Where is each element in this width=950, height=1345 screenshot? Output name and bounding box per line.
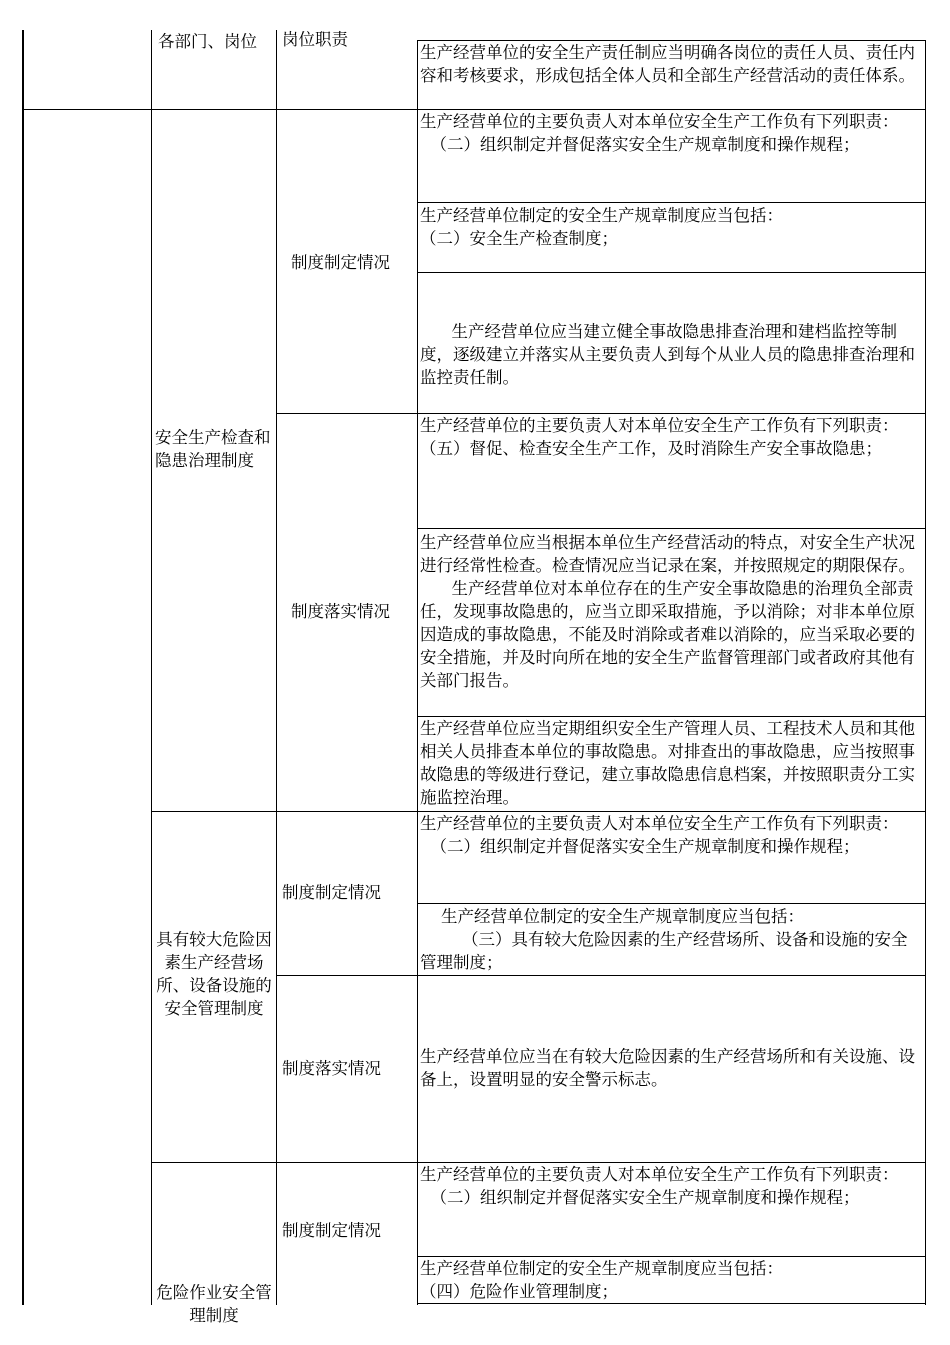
regulation-text: 生产经营单位的主要负责人对本单位安全生产工作负有下列职责： （二）组织制定并督促落实安全生产规章制度和操作规程； — [420, 1165, 899, 1207]
section-title: 安全生产检查和隐患治理制度 — [155, 428, 271, 470]
row-label: 制度制定情况 — [291, 253, 390, 272]
regulation-text: 生产经营单位制定的安全生产规章制度应当包括： （四）危险作业管理制度； — [420, 1259, 783, 1301]
row-divider — [276, 975, 926, 976]
table-border-right — [925, 40, 926, 1305]
duty-content: 生产经营单位的安全生产责任制应当明确各岗位的责任人员、责任内容和考核要求，形成包括全体人员和全部生产经营活动的责任体系。 — [420, 43, 915, 85]
regulation-text: 生产经营单位应当根据本单位生产经营活动的特点，对安全生产状况进行经常性检查。检查情况应当记录在案，并按照规定的期限保存。 生产经营单位对本单位存在的生产安全事故隐患的治理负全部责任，发现事故隐患的，应当立即采取措施，予以消除；对非本单位原因造成的事故隐患，不能及时消除或者难以消除的，应当采取必要的安全措施，并及时向所在地的安全生产监督管理部门或者政府其他有关部门报告。 — [420, 533, 915, 690]
row-label: 制度落实情况 — [291, 602, 390, 621]
table-border-left — [22, 30, 24, 1305]
regulation-text: 生产经营单位应当定期组织安全生产管理人员、工程技术人员和其他相关人员排查本单位的事故隐患。对排查出的事故隐患，应当按照事故隐患的等级进行登记，建立事故隐患信息档案，并按照职责分工实施监控治理。 — [420, 719, 915, 807]
regulation-text: 生产经营单位的主要负责人对本单位安全生产工作负有下列职责： （五）督促、检查安全生产工作，及时消除生产安全事故隐患； — [420, 416, 899, 458]
regulation-text: 生产经营单位制定的安全生产规章制度应当包括： （二）安全生产检查制度； — [420, 206, 783, 248]
department-header: 各部门、岗位 — [158, 32, 257, 51]
row-label: 制度制定情况 — [282, 883, 381, 902]
regulation-text: 生产经营单位的主要负责人对本单位安全生产工作负有下列职责： （二）组织制定并督促落实安全生产规章制度和操作规程； — [420, 814, 899, 856]
section-title: 危险作业安全管理制度 — [156, 1283, 272, 1325]
regulation-text: 生产经营单位应当在有较大危险因素的生产经营场所和有关设施、设备上，设置明显的安全警示标志。 — [420, 1047, 915, 1089]
column-divider — [417, 40, 418, 1305]
regulation-text: 生产经营单位制定的安全生产规章制度应当包括： （三）具有较大危险因素的生产经营场所、设备和设施的安全管理制度； — [420, 907, 908, 972]
column-divider — [276, 30, 277, 1305]
row-divider — [417, 903, 926, 904]
regulation-text: 生产经营单位应当建立健全事故隐患排查治理和建档监控等制度，逐级建立并落实从主要负责人到每个从业人员的隐患排查治理和监控责任制。 — [420, 322, 915, 387]
column-divider — [151, 30, 152, 1305]
row-label: 制度落实情况 — [282, 1059, 381, 1078]
row-divider — [417, 1303, 926, 1304]
duty-header: 岗位职责 — [282, 30, 348, 49]
row-label: 制度制定情况 — [282, 1221, 381, 1240]
row-divider — [417, 202, 926, 203]
section-title: 具有较大危险因素生产经营场所、设备设施的安全管理制度 — [156, 930, 272, 1018]
row-divider — [417, 528, 926, 529]
regulation-text: 生产经营单位的主要负责人对本单位安全生产工作负有下列职责： （二）组织制定并督促落实安全生产规章制度和操作规程； — [420, 112, 899, 154]
row-divider — [417, 272, 926, 273]
